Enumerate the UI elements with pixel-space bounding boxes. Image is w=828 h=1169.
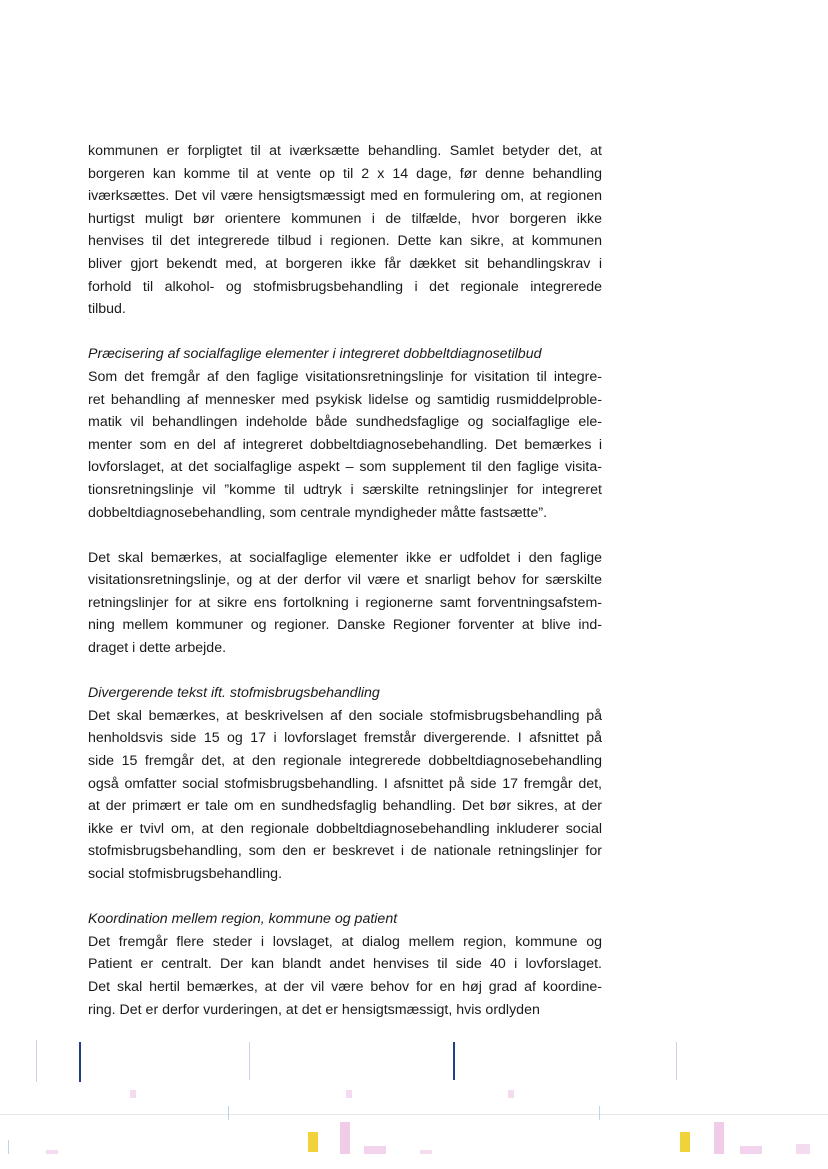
scan-artifact-mark (599, 1106, 600, 1120)
scan-artifact-line (249, 1042, 250, 1080)
text-column (88, 140, 602, 1021)
text-line: ring. Det er derfor vurderingen, at det er hensigtsmæssigt, hvis ordlyden (88, 1001, 540, 1018)
text-line: henholdsvis side 15 og 17 i lovforslaget fremstår divergerende. I afsnittet på (88, 730, 602, 747)
scan-artifact-mark (740, 1146, 762, 1154)
text-line: visitationsretningslinje, og at der derfor vil være et snarligt behov for særskilte (88, 572, 602, 589)
text-line: Det skal bemærkes, at beskrivelsen af den sociale stofmisbrugsbehandling på (88, 707, 602, 724)
text-line: draget i dette arbejde. (88, 640, 227, 657)
scan-artifact-mark (680, 1132, 690, 1152)
scan-artifact-mark (130, 1090, 136, 1098)
text-line: lovforslaget, at det socialfaglige aspekt – som supplement til den faglige visita- (88, 459, 602, 476)
text-line: social stofmisbrugsbehandling. (88, 866, 283, 882)
scan-artifact-mark (508, 1090, 514, 1098)
text-line: Det fremgår flere steder i lovslaget, at dialog mellem region, kommune og (88, 933, 602, 950)
text-line: Patient er centralt. Der kan blandt andet henvises til side 40 i lovforslaget. (88, 956, 602, 973)
text-line: forhold til alkohol- og stofmisbrugsbehandling i det regionale integrerede (88, 278, 602, 295)
scan-artifact-line (79, 1042, 81, 1082)
text-line: at der primært er tale om en sundhedsfaglig behandling. Det bør sikres, at der (88, 798, 602, 815)
text-line: henvises til det integrerede tilbud i regionen. Dette kan sikre, at kommunen (88, 233, 602, 250)
scan-artifact-mark (714, 1122, 724, 1154)
text-line: stofmisbrugsbehandling, som den er beskrevet i de nationale retningslinjer for (88, 843, 602, 860)
scan-artifact-line (453, 1042, 455, 1080)
text-line: ret behandling af mennesker med psykisk lidelse og samtidig rusmiddelproble- (88, 391, 602, 408)
section-heading: Koordination mellem region, kommune og patient (88, 911, 398, 928)
text-line: side 15 fremgår det, at den regionale integrerede dobbeltdiagnosebehandling (88, 753, 602, 770)
text-line: ning mellem kommuner og regioner. Danske Regioner forventer at blive ind- (88, 617, 602, 634)
paragraph-5 (88, 931, 602, 1021)
section-heading: Divergerende tekst ift. stofmisbrugsbehandling (88, 685, 380, 702)
text-line: Det skal hertil bemærkes, at der vil være behov for en høj grad af koordine- (88, 978, 602, 995)
scan-artifact-line (36, 1040, 37, 1082)
scan-artifact-mark (364, 1146, 386, 1154)
scan-artifact-mark (8, 1140, 9, 1154)
text-line: borgeren kan komme til at vente op til 2 x 14 dage, før denne behandling (88, 165, 602, 182)
text-line: iværksættes. Det vil være hensigtsmæssigt med en formulering om, at regionen (88, 188, 602, 205)
scan-artifact-mark (46, 1150, 58, 1154)
text-line: ikke er tvivl om, at den regionale dobbeltdiagnosebehandling inkluderer social (88, 820, 602, 837)
paragraph-3 (88, 547, 602, 660)
text-line: bliver gjort bekendt med, at borgeren ikke får dækket sit behandlingskrav i (88, 255, 602, 272)
scan-artifact-mark (420, 1150, 432, 1154)
paragraph-1 (88, 140, 602, 321)
text-line: kommunen er forpligtet til at iværksætte behandling. Samlet betyder det, at (88, 143, 602, 159)
text-line: Det skal bemærkes, at socialfaglige elementer ikke er udfoldet i den faglige (88, 549, 602, 566)
scan-artifact-mark (228, 1106, 229, 1120)
text-line: hurtigst muligt bør orientere kommunen i de tilfælde, hvor borgeren ikke (88, 210, 602, 227)
text-line: menter som en del af integreret dobbeltdiagnosebehandling. Det bemærkes i (88, 436, 602, 453)
text-line: Som det fremgår af den faglige visitationsretningslinje for visitation til integre- (88, 368, 602, 385)
section-heading: Præcisering af socialfaglige elementer i integreret dobbeltdiagnosetilbud (88, 346, 542, 363)
text-line: tilbud. (88, 301, 126, 318)
scan-artifact-line (676, 1042, 677, 1080)
scan-artifact-mark (346, 1090, 352, 1098)
text-line: dobbeltdiagnosebehandling, som centrale myndigheder måtte fastsætte”. (88, 504, 548, 521)
text-line: også omfatter social stofmisbrugsbehandling. I afsnittet på side 17 fremgår det, (88, 775, 602, 792)
paragraph-2 (88, 366, 602, 524)
scan-artifact-mark (340, 1122, 350, 1154)
scan-artifact-line (0, 1114, 828, 1115)
text-line: tionsretningslinje vil ”komme til udtryk i særskilte retningslinjer for integreret (88, 481, 602, 498)
scan-artifact-mark (308, 1132, 318, 1152)
text-line: matik vil behandlingen indeholde både sundhedsfaglige og socialfaglige ele- (88, 414, 602, 431)
scan-artifact-mark (796, 1144, 810, 1154)
text-line: retningslinjer for at sikre ens fortolkning i regionerne samt forventningsafstem- (88, 594, 602, 611)
paragraph-4 (88, 705, 602, 886)
